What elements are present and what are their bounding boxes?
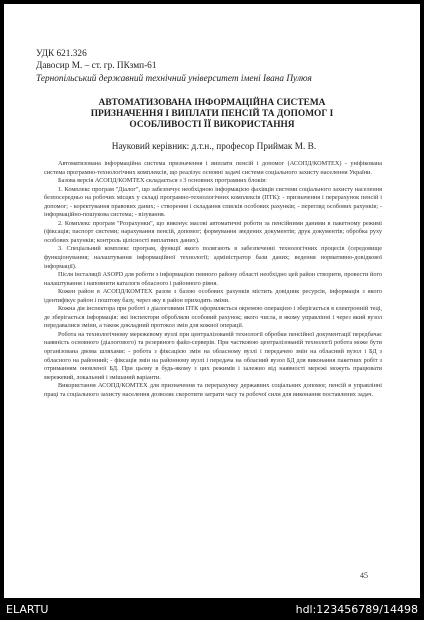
paragraph: Робота на технологічному мережевому вузлі при централізованій технології обробки пенсійної документації передбачає наявність основного (діалогового) та резервного файл-серверів. При частковою централізованій технології робота може бути організована двома шляхами: - робота з фіксацією змін на обласному вузлі і передачею змін на обласний вузол і БД з обласного на районний; - фіксація змін на районному вузлі і передача на обласний вузол БД для виконання пакетних робіт з отриманням оновленої БД. При цьому в будь-якому з цих режимів і залежно від наявності мережі можуть працювати мережевий, локальний і змішаний варіанти. <box>44 330 382 381</box>
paragraph: Використання АСОПД/КОМТЕХ для призначення та перерахунку державних соціальних допомог, пенсій в управлінні праці та соціального захисту населення дозволяє скоротити затрати часу та робочої сили для виконання поставлених задач. <box>44 382 382 398</box>
paragraph: 1. Комплекс програм "Діалог", що забезпечує необхідною інформацією фахівців системи соціального захисту населення безпосередньо на робочих місцях у складі програмно-технологічних комплексів (ПТК): - призначення і перерахунок пенсій і допомог; - коректування правових даних; - створення і складання списків особових рахунків; - перегляд особових рахунків; - інформаційно-пошукова система; - візування. <box>44 185 382 219</box>
body-text <box>44 160 382 399</box>
paragraph: Кожна дія інспектора при роботі з діалоговими ПТК оформляється окремою операцією і зберігається в електронній теці, де зберігається інформація: які інспектори обробляли особовий рахунок; якого числа, в якому управлінні і через який вузол передавалися зміни, а також докладний протокол змін для кожної операції. <box>44 305 382 330</box>
title-line: ОСОБЛИВОСТІ ЇЇ ВИКОРИСТАННЯ <box>129 120 295 130</box>
paragraph: Автоматизована інформаційна система призначення і виплати пенсій і допомог (АСОПД/КОМТЕХ) - уніфікована система програмно-технологічних комплексів, що реалізує основні задачі системи соціального захисту населення України. <box>44 160 382 176</box>
scientific-adviser: Науковий керівник: д.т.н., професор Приймак М. В. <box>111 142 317 152</box>
repository-footer <box>0 598 424 620</box>
paragraph: Кожен район в АСОПД/КОМТЕХ разом з базою особових рахунків містить довідник ресурсів, інформація з якого ідентифікує район і поштову базу, через яку в район приходять зміни. <box>44 288 382 304</box>
affiliation: Тернопільський державний технічний університет імені Івана Пулюя <box>36 74 312 84</box>
repository-name: ELARTU <box>6 603 49 616</box>
title-line: ПРИЗНАЧЕННЯ І ВИПЛАТИ ПЕНСІЙ ТА ДОПОМОГ І <box>90 109 334 119</box>
page-number: 45 <box>360 571 368 580</box>
udk-code: УДК 621.326 <box>36 49 87 59</box>
paper-title <box>34 98 390 131</box>
paragraph: 2. Комплекс програм "Розрахунки", що виконує масові автоматичні роботи за пенсійними даними в пакетному режимі (фіксація; паспорт системи; нарахування пенсій, допомог; формування зведених документів; друк документів; обробка руху особових рахунків; контроль цілісності виплатних даних). <box>44 219 382 244</box>
paragraph: 3. Спеціальний комплекс програм, функції якого полягають в забезпеченні технологічних процесів (середовище функціонування; налаштування інформаційної технології; адміністратор бази даних; ведення нормативно-довідкової інформації). <box>44 245 382 270</box>
title-line: АВТОМАТИЗОВАНА ІНФОРМАЦІЙНА СИСТЕМА <box>98 98 326 108</box>
handle-identifier: hdl:123456789/14498 <box>295 603 418 616</box>
author-line: Давосир М. – ст. гр. ПКзмп-61 <box>36 61 157 71</box>
document-page <box>4 4 420 598</box>
paragraph: Базова версія АСОПД/КОМТЕХ складається з 3 основних програмних блоків: <box>58 177 267 185</box>
paragraph: Після інсталяції ASOPD для роботи з інформацією певного району області необхідно цей район створити, провести його налаштування і наповнити каталоги обласного і районного рівня. <box>44 271 382 287</box>
